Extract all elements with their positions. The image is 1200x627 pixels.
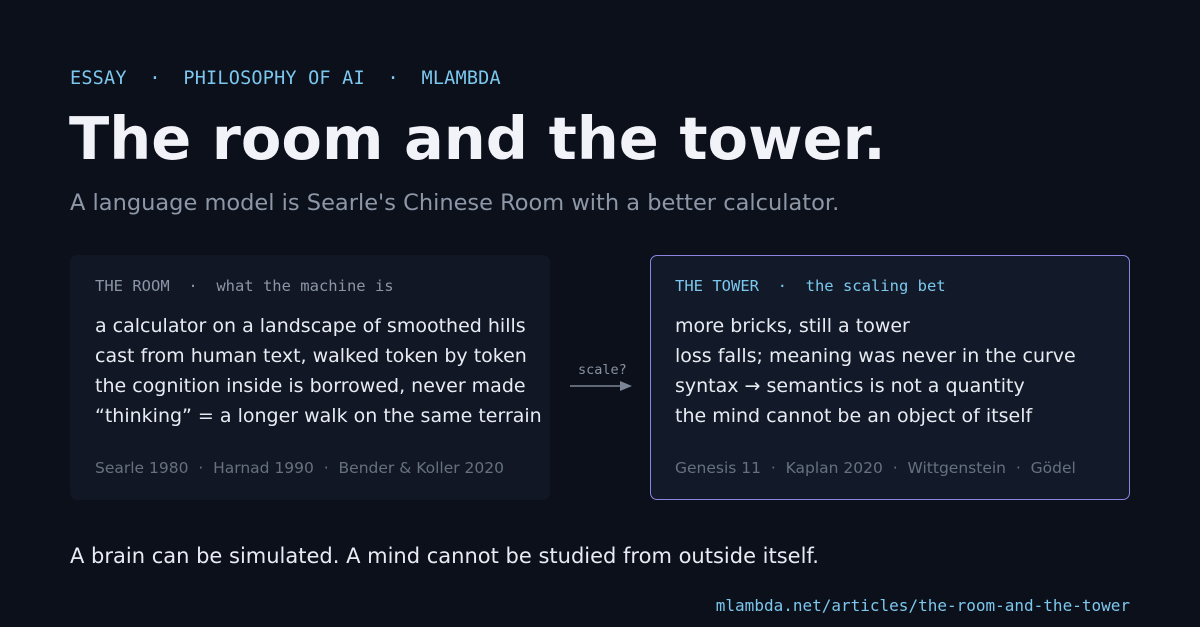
tower-references: Genesis 11 · Kaplan 2020 · Wittgenstein · Gödel: [675, 459, 1076, 477]
tower-line: the mind cannot be an object of itself: [675, 405, 1033, 427]
category-kicker: ESSAY · PHILOSOPHY OF AI · MLAMBDA: [70, 68, 501, 89]
room-panel: [70, 255, 550, 500]
page-subtitle: A language model is Searle's Chinese Room with a better calculator.: [70, 190, 840, 216]
scale-connector: [568, 362, 638, 398]
article-url-link[interactable]: mlambda.net/articles/the-room-and-the-tower: [715, 596, 1130, 615]
tower-panel: [650, 255, 1130, 500]
tower-line: syntax → semantics is not a quantity: [675, 375, 1025, 397]
room-references: Searle 1980 · Harnad 1990 · Bender & Koller 2020: [95, 459, 504, 477]
closing-statement: A brain can be simulated. A mind cannot be studied from outside itself.: [70, 544, 819, 568]
room-panel-heading: THE ROOM · what the machine is: [95, 277, 394, 295]
room-line: “thinking” = a longer walk on the same terrain: [95, 405, 542, 427]
room-line: cast from human text, walked token by token: [95, 345, 527, 367]
tower-line: loss falls; meaning was never in the curve: [675, 345, 1076, 367]
room-line: a calculator on a landscape of smoothed hills: [95, 315, 526, 337]
tower-panel-heading: THE TOWER · the scaling bet: [675, 277, 946, 295]
arrow-right-icon: [568, 380, 634, 392]
room-lines: [95, 311, 542, 431]
tower-lines: [675, 311, 1076, 431]
room-line: the cognition inside is borrowed, never made: [95, 375, 526, 397]
tower-line: more bricks, still a tower: [675, 315, 910, 337]
connector-label: scale?: [578, 362, 627, 378]
page-title: The room and the tower.: [69, 104, 886, 173]
